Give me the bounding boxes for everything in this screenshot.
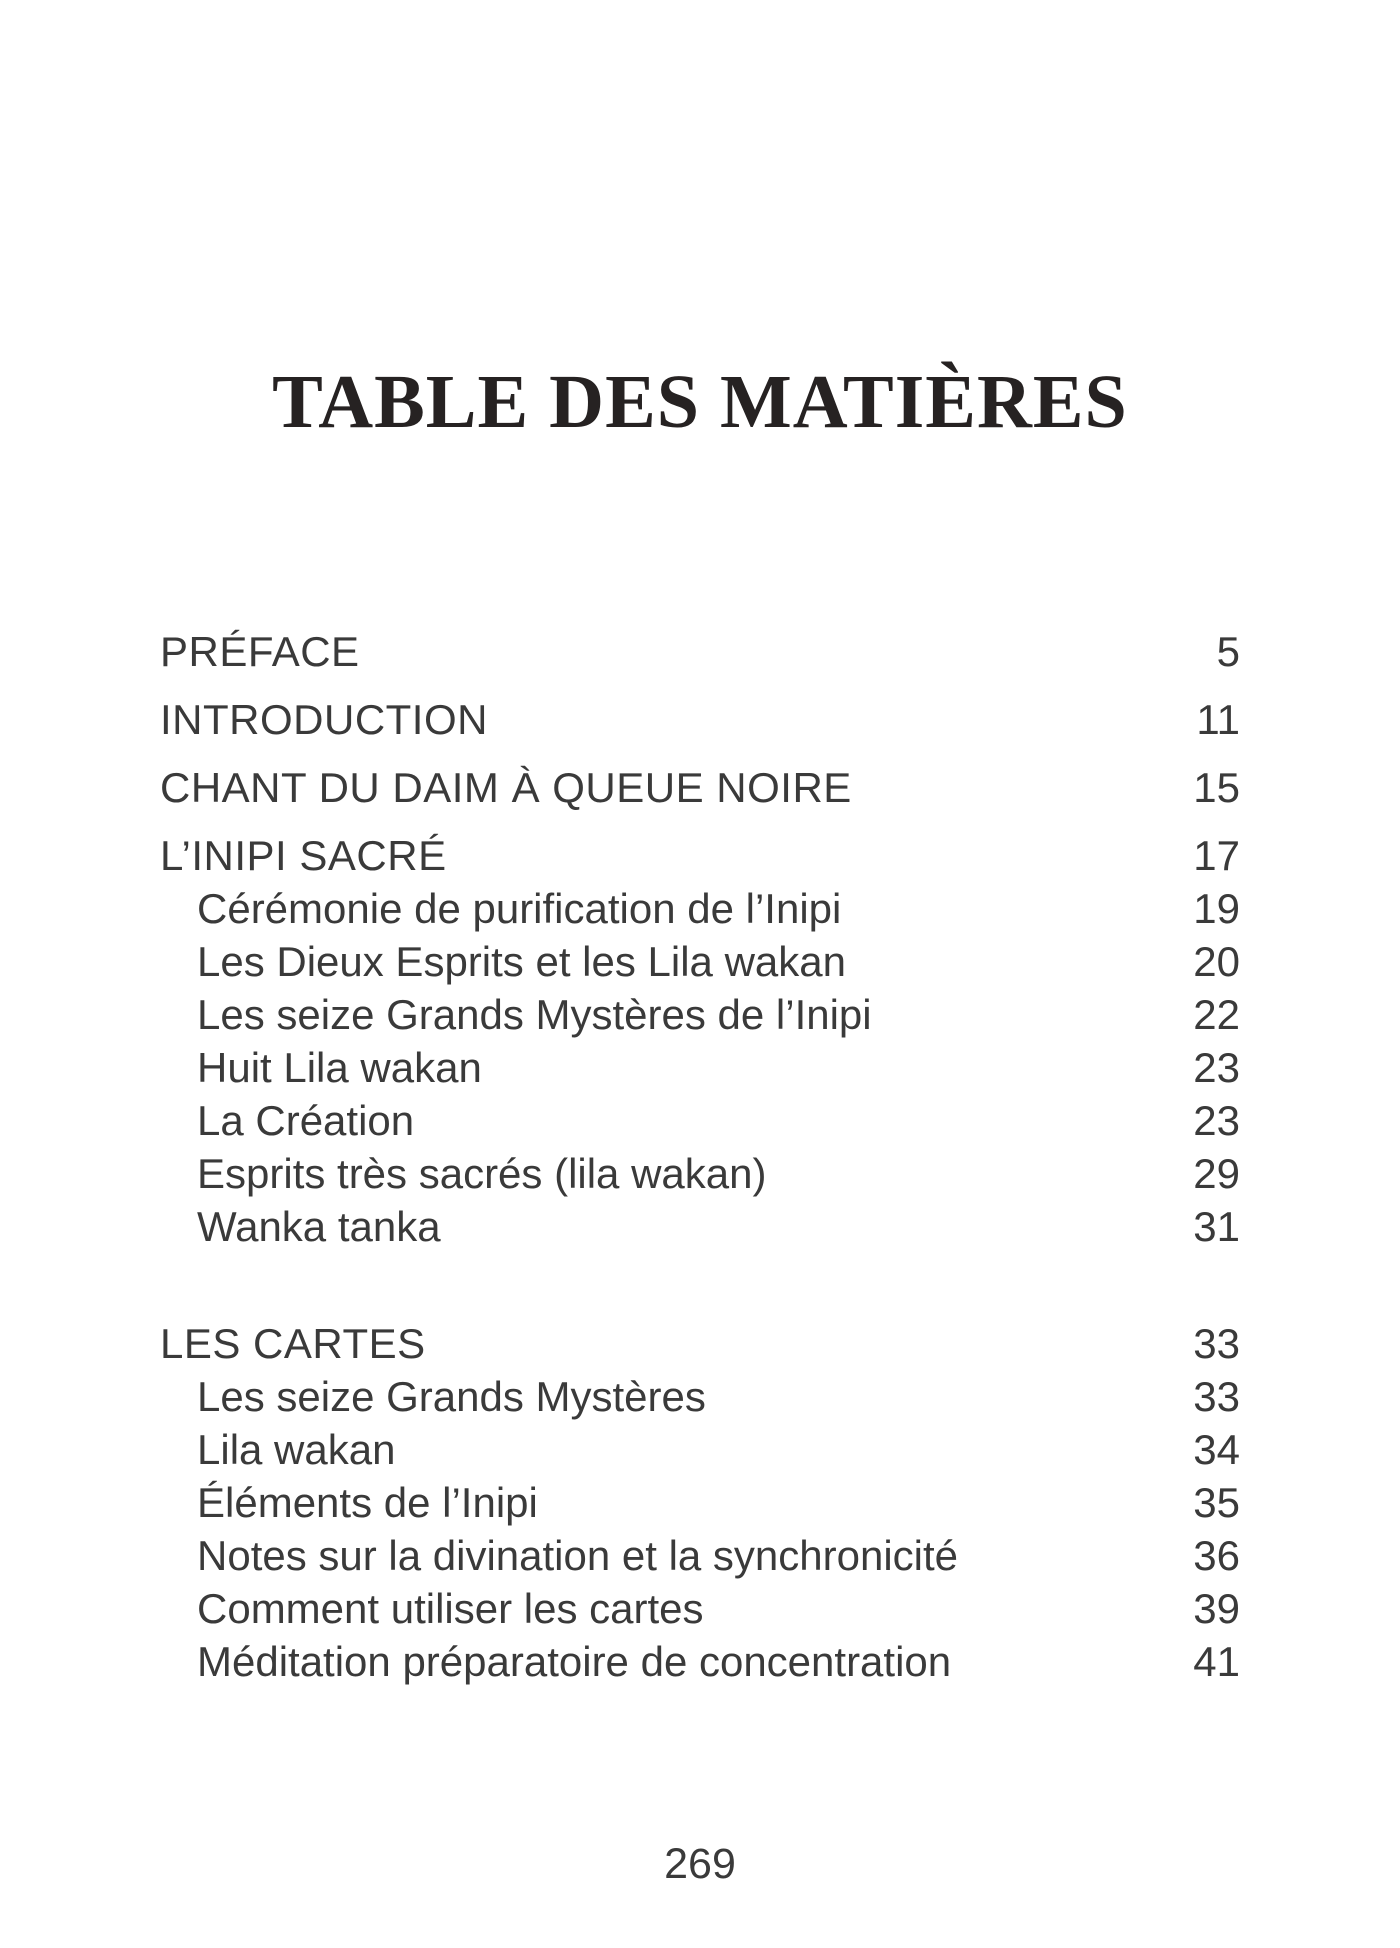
- toc-entry: [160, 761, 1240, 814]
- toc-entry-label: LES CARTES: [160, 1320, 426, 1367]
- toc-entry-page-number: 23: [1193, 1044, 1240, 1091]
- toc-entry: [160, 1094, 1240, 1147]
- toc-entry: [160, 1423, 1240, 1476]
- toc-entry: [160, 1370, 1240, 1423]
- toc-entry: [160, 1635, 1240, 1688]
- toc-entry-page-number: 33: [1193, 1373, 1240, 1420]
- toc-entry: [160, 935, 1240, 988]
- toc-entry: [160, 1582, 1240, 1635]
- toc-entry: [160, 882, 1240, 935]
- toc-entry-page-number: 41: [1193, 1638, 1240, 1685]
- toc-entry-label: PRÉFACE: [160, 628, 360, 675]
- toc-entry: [160, 1041, 1240, 1094]
- toc-entry-page-number: 31: [1193, 1203, 1240, 1250]
- page-title: TABLE DES MATIÈRES: [272, 359, 1128, 444]
- toc-entry-page-number: 20: [1193, 938, 1240, 985]
- toc-entry-page-number: 17: [1193, 832, 1240, 879]
- table-of-contents: [160, 625, 1240, 1688]
- toc-entry: [160, 1200, 1240, 1253]
- toc-entry-label: Lila wakan: [197, 1426, 396, 1473]
- toc-entry: [160, 625, 1240, 678]
- toc-entry-label: Huit Lila wakan: [197, 1044, 482, 1091]
- toc-entry-label: L’INIPI SACRÉ: [160, 832, 447, 879]
- toc-entry-page-number: 15: [1193, 764, 1240, 811]
- toc-entry-page-number: 36: [1193, 1532, 1240, 1579]
- toc-entry: [160, 988, 1240, 1041]
- toc-entry: [160, 1476, 1240, 1529]
- toc-entry-label: Méditation préparatoire de concentration: [197, 1638, 952, 1685]
- toc-entry-label: Les Dieux Esprits et les Lila wakan: [197, 938, 846, 985]
- toc-entry: [160, 829, 1240, 882]
- toc-entry-label: INTRODUCTION: [160, 696, 488, 743]
- toc-entry-label: Les seize Grands Mystères de l’Inipi: [197, 991, 872, 1038]
- toc-entry-page-number: 39: [1193, 1585, 1240, 1632]
- toc-entry-page-number: 19: [1193, 885, 1240, 932]
- toc-entry-page-number: 34: [1193, 1426, 1240, 1473]
- toc-entry-label: Éléments de l’Inipi: [197, 1479, 538, 1526]
- toc-entry-label: La Création: [197, 1097, 415, 1144]
- toc-entry: [160, 1147, 1240, 1200]
- toc-entry: [160, 693, 1240, 746]
- toc-entry-page-number: 35: [1193, 1479, 1240, 1526]
- toc-entry-page-number: 22: [1193, 991, 1240, 1038]
- toc-entry-label: Notes sur la divination et la synchronicité: [197, 1532, 959, 1579]
- toc-entry-label: Comment utiliser les cartes: [197, 1585, 704, 1632]
- toc-entry-page-number: 29: [1193, 1150, 1240, 1197]
- toc-entry-label: CHANT DU DAIM À QUEUE NOIRE: [160, 764, 852, 811]
- toc-entry-label: Esprits très sacrés (lila wakan): [197, 1150, 767, 1197]
- toc-entry-page-number: 23: [1193, 1097, 1240, 1144]
- toc-entry: [160, 1317, 1240, 1370]
- toc-entry-page-number: 11: [1196, 696, 1240, 743]
- toc-entry: [160, 1529, 1240, 1582]
- toc-entry-page-number: 33: [1193, 1320, 1240, 1367]
- toc-entry-label: Les seize Grands Mystères: [197, 1373, 706, 1420]
- footer-page-number: 269: [664, 1840, 736, 1888]
- toc-entry-label: Wanka tanka: [197, 1203, 441, 1250]
- toc-entry-page-number: 5: [1216, 628, 1240, 675]
- toc-entry-label: Cérémonie de purification de l’Inipi: [197, 885, 842, 932]
